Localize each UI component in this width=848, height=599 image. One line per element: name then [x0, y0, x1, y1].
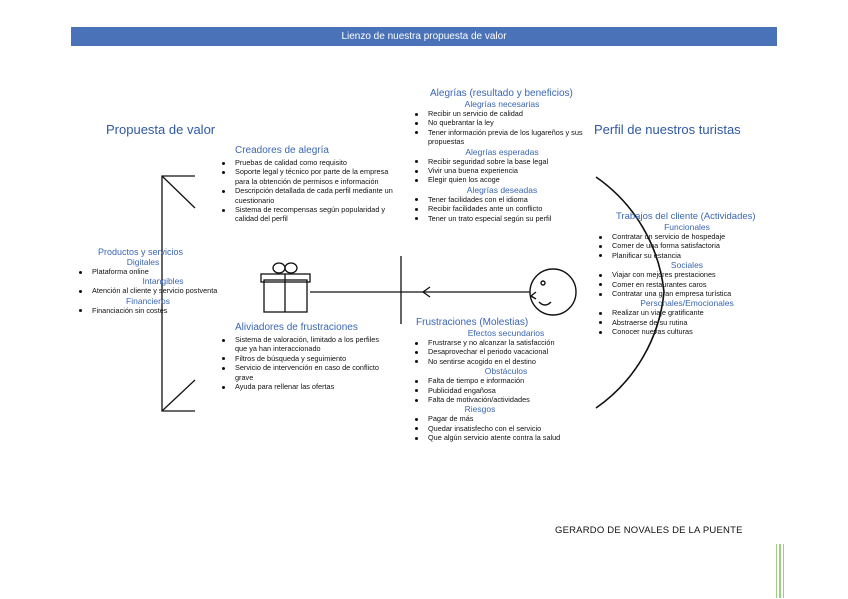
gains-list — [414, 157, 590, 185]
list-item: Frustrarse y no alcanzar la satisfacción — [414, 338, 598, 347]
gains-group-heading: Alegrías necesarias — [464, 99, 540, 109]
products-group-digitales: Digitales — [126, 257, 160, 267]
products-section — [78, 247, 238, 315]
list-item: Planificar su estancia — [598, 251, 776, 260]
list-item: Servicio de intervención en caso de conflicto grave — [221, 363, 393, 382]
list-item: Elegir quien los acoge — [414, 175, 590, 184]
gains-section — [414, 88, 590, 223]
pains-list — [414, 414, 598, 442]
customer-profile-title: Perfil de nuestros turistas — [594, 122, 741, 137]
jobs-list — [598, 308, 776, 336]
list-item: Recibir seguridad sobre la base legal — [414, 157, 590, 166]
author-name: GERARDO DE NOVALES DE LA PUENTE — [555, 525, 743, 536]
products-group-intangibles: Intangibles — [142, 276, 184, 287]
list-item: Abstraerse de su rutina — [598, 318, 776, 327]
products-list-financieros — [78, 306, 238, 315]
list-item: Quedar insatisfecho con el servicio — [414, 424, 598, 433]
jobs-title: Trabajos del cliente (Actividades) — [616, 211, 756, 222]
pains-group-heading: Riesgos — [464, 404, 496, 415]
list-item: Tener facilidades con el idioma — [414, 195, 590, 204]
list-item: Falta de tiempo e información — [414, 376, 598, 385]
list-item: Sistema de valoración, limitado a los perfiles que ya han interaccionado — [221, 335, 393, 354]
list-item: No sentirse acogido en el destino — [414, 357, 598, 366]
gain-creators-list — [221, 158, 399, 224]
list-item: No quebrantar la ley — [414, 118, 590, 127]
list-item: Que algún servicio atente contra la salud — [414, 433, 598, 442]
pains-list — [414, 338, 598, 366]
gains-list — [414, 195, 590, 223]
list-item: Soporte legal y técnico por parte de la empresa para la obtención de permisos e información — [221, 167, 399, 186]
list-item: Comer en restaurantes caros — [598, 280, 776, 289]
products-list-digitales — [78, 267, 238, 276]
list-item: Publicidad engañosa — [414, 386, 598, 395]
list-item: Desaprovechar el periodo vacacional — [414, 347, 598, 356]
list-item: Falta de motivación/actividades — [414, 395, 598, 404]
list-item: Comer de una forma satisfactoria — [598, 241, 776, 250]
list-item: Plataforma online — [78, 267, 238, 276]
jobs-section — [598, 211, 776, 337]
list-item: Ayuda para rellenar las ofertas — [221, 382, 393, 391]
pains-list — [414, 376, 598, 404]
pains-group-heading: Obstáculos — [484, 366, 528, 377]
products-group-financieros: Financieros — [126, 295, 170, 306]
list-item: Financiación sin costes — [78, 306, 238, 315]
pain-relievers-list — [221, 335, 393, 391]
list-item: Filtros de búsqueda y seguimiento — [221, 354, 393, 363]
pains-title: Frustraciones (Molestias) — [416, 317, 529, 328]
list-item: Recibir un servicio de calidad — [414, 109, 590, 118]
gains-list — [414, 109, 590, 147]
face-icon — [530, 269, 576, 315]
pains-group-heading: Efectos secundarios — [467, 328, 545, 338]
jobs-group-heading: Personales/Emocionales — [640, 298, 734, 309]
gains-group-heading: Alegrías deseadas — [466, 184, 538, 195]
list-item: Atención al cliente y servicio postventa — [78, 286, 278, 295]
gains-group-heading: Alegrías esperadas — [465, 146, 539, 157]
list-item: Contratar un servicio de hospedaje — [598, 232, 776, 241]
list-item: Pruebas de calidad como requisito — [221, 158, 399, 167]
pain-relievers-title: Aliviadores de frustraciones — [235, 322, 358, 333]
list-item: Pagar de más — [414, 414, 598, 423]
jobs-group-heading: Sociales — [670, 260, 704, 271]
list-item: Sistema de recompensas según popularidad y calidad del perfil — [221, 205, 399, 224]
banner-title: Lienzo de nuestra propuesta de valor — [71, 27, 777, 46]
list-item: Recibir facilidades ante un conflicto — [414, 204, 590, 213]
products-title: Productos y servicios — [98, 247, 184, 257]
gain-creators-section — [221, 145, 399, 224]
decorative-green-bars — [776, 544, 784, 598]
pain-relievers-section — [221, 322, 393, 391]
connector-line — [310, 256, 530, 324]
jobs-list — [598, 270, 776, 298]
list-item: Contratar una gran empresa turística — [598, 289, 776, 298]
list-item: Viajar con mejores prestaciones — [598, 270, 776, 279]
list-item: Tener un trato especial según su perfil — [414, 214, 590, 223]
list-item: Realizar un viaje gratificante — [598, 308, 776, 317]
list-item: Conocer nuevas culturas — [598, 327, 776, 336]
gain-creators-title: Creadores de alegría — [235, 145, 329, 156]
pains-section — [414, 317, 598, 443]
jobs-group-heading: Funcionales — [664, 222, 710, 232]
jobs-list — [598, 232, 776, 260]
products-list-intangibles — [78, 286, 278, 295]
value-proposition-title: Propuesta de valor — [106, 122, 216, 137]
list-item: Vivir una buena experiencia — [414, 166, 590, 175]
list-item: Descripción detallada de cada perfil mediante un cuestionario — [221, 186, 399, 205]
list-item: Tener información previa de los lugareños y sus propuestas — [414, 128, 590, 147]
gains-title: Alegrías (resultado y beneficios) — [430, 88, 573, 99]
